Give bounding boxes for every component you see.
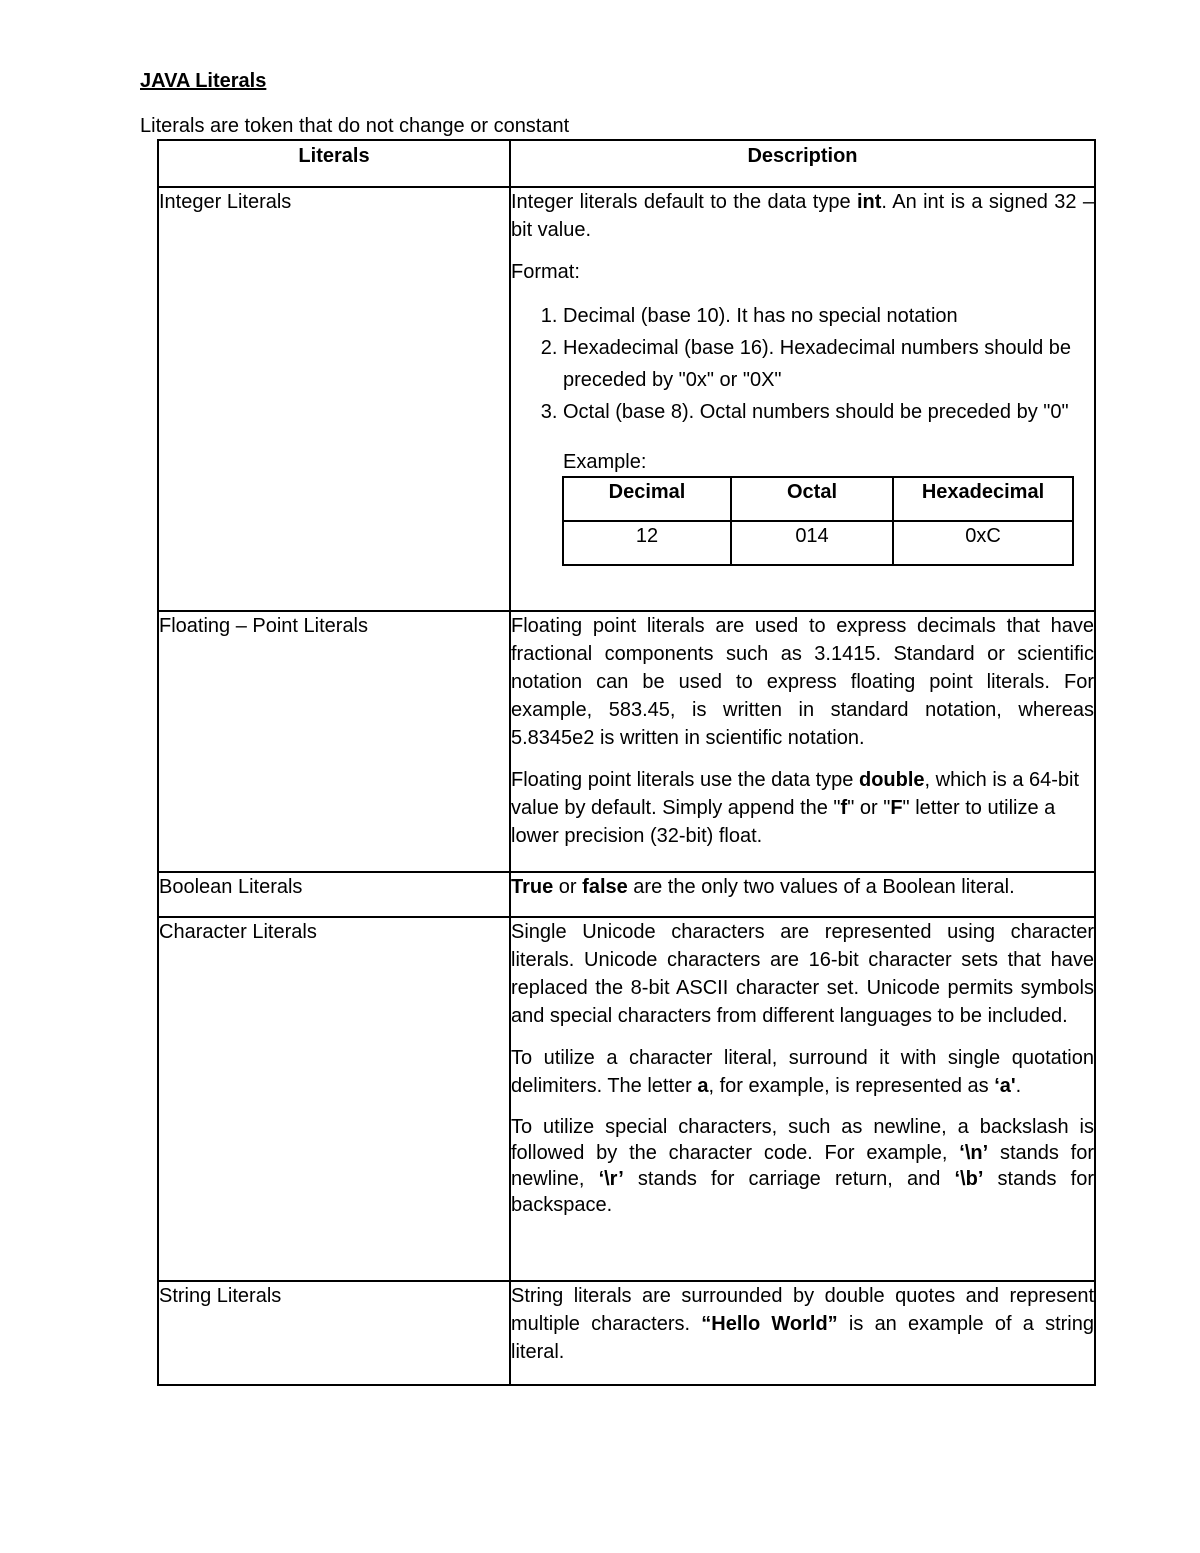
description-floating [510, 611, 1095, 872]
table-header-row [158, 140, 1095, 187]
literal-name-string: String Literals [158, 1281, 510, 1385]
example-value-row [563, 521, 1073, 565]
literals-table [157, 139, 1096, 1386]
description-integer [510, 187, 1095, 611]
header-literals: Literals [158, 140, 510, 187]
character-desc-para-1: Single Unicode characters are represented using character literals. Unicode characters are 16-bit character sets that have replaced the 8-bit ASCII character set. Unicode permits symbols and special characters from different languages to be included. [511, 921, 1094, 1027]
literal-name-floating: Floating – Point Literals [158, 611, 510, 872]
example-label: Example: [563, 451, 647, 473]
example-header-row [563, 477, 1073, 521]
literal-name-boolean: Boolean Literals [158, 872, 510, 917]
floating-desc-para-1: Floating point literals are used to express decimals that have fractional components such as 3.1415. Standard or scientific notation can be used to express floating point literals. For example, 583.45, is written in standard notation, whereas 5.8345e2 is written in scientific notation. [511, 615, 1094, 749]
example-header-hexadecimal: Hexadecimal [893, 477, 1073, 521]
example-header-decimal: Decimal [563, 477, 731, 521]
page-title: JAVA Literals [140, 70, 267, 92]
example-value-decimal: 12 [563, 521, 731, 565]
table-row [158, 187, 1095, 611]
intro-text: Literals are token that do not change or constant [140, 115, 570, 137]
character-desc-para-2: To utilize a character literal, surround it with single quotation delimiters. The letter a, for example, is represented as ‘a'. [511, 1047, 1094, 1097]
list-item: 2. Hexadecimal (base 16). Hexadecimal numbers should be preceded by "0x" or "0X" [563, 332, 1094, 396]
format-label: Format: [511, 261, 580, 283]
example-value-hexadecimal: 0xC [893, 521, 1073, 565]
description-character [510, 917, 1095, 1281]
floating-desc-para-2: Floating point literals use the data type double, which is a 64-bit value by default. Simply append the "f" or "F" letter to utilize a lower precision (32-bit) float. [511, 769, 1080, 847]
list-item: 3. Octal (base 8). Octal numbers should be preceded by "0" [563, 396, 1094, 428]
literal-name-integer: Integer Literals [158, 187, 510, 611]
list-item: 1. Decimal (base 10). It has no special notation [563, 300, 1094, 332]
string-desc-para: String literals are surrounded by double quotes and represent multiple characters. “Hello World” is an example of a string literal. [511, 1285, 1094, 1363]
literal-name-character: Character Literals [158, 917, 510, 1281]
example-header-octal: Octal [731, 477, 893, 521]
character-desc-para-3: To utilize special characters, such as newline, a backslash is followed by the character code. For example, ‘\n’ stands for newline, ‘\r’ stands for carriage return, and ‘\b’ stands for backspace. [511, 1116, 1094, 1216]
table-row [158, 611, 1095, 872]
table-row [158, 872, 1095, 917]
boolean-desc-para: True or false are the only two values of a Boolean literal. [511, 876, 1015, 898]
integer-desc-para: Integer literals default to the data type int. An int is a signed 32 – bit value. [511, 191, 1094, 241]
table-row [158, 1281, 1095, 1385]
description-string [510, 1281, 1095, 1385]
table-row [158, 917, 1095, 1281]
example-table [562, 476, 1074, 566]
format-list [511, 300, 1094, 428]
description-boolean [510, 872, 1095, 917]
example-value-octal: 014 [731, 521, 893, 565]
header-description: Description [510, 140, 1095, 187]
